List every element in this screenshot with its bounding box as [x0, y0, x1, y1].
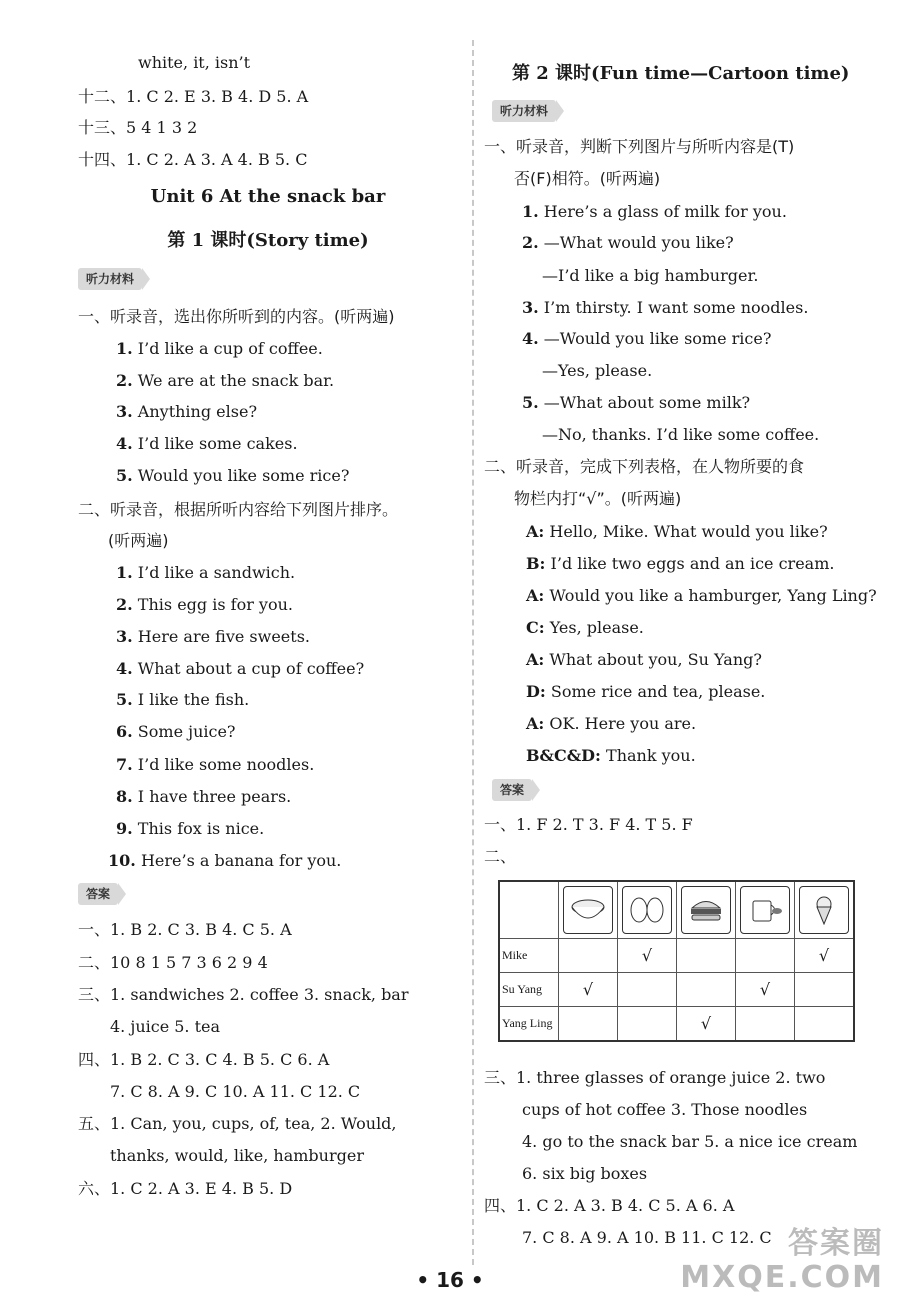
list-item: 8. I have three pears.	[116, 787, 292, 806]
hamburger-icon	[681, 886, 731, 934]
answer-line: 7. C 8. A 9. A 10. B 11. C 12. C	[522, 1228, 772, 1247]
answer-line: 四、1. B 2. C 3. C 4. B 5. C 6. A	[78, 1050, 330, 1069]
listening-tag: 听力材料	[492, 100, 556, 122]
section-title: 二、听录音，根据所听内容给下列图片排序。	[78, 500, 399, 519]
list-item: 5. —What about some milk?	[522, 393, 751, 412]
unit-title: Unit 6 At the snack bar	[150, 186, 386, 207]
section-title-cont: (听两遍)	[108, 531, 169, 550]
dialogue-line: B: I’d like two eggs and an ice cream.	[526, 554, 835, 573]
list-item: 1. I’d like a cup of coffee.	[116, 339, 323, 358]
lesson-title: 第 2 课时(Fun time—Cartoon time)	[512, 63, 850, 84]
list-item: 2. —What would you like?	[522, 233, 734, 252]
answer-tag: 答案	[78, 883, 118, 905]
answer-line: 十三、5 4 1 3 2	[78, 118, 198, 137]
list-item: 4. —Would you like some rice?	[522, 329, 772, 348]
dialogue-line: A: What about you, Su Yang?	[526, 650, 762, 669]
list-item: 10. Here’s a banana for you.	[108, 851, 342, 870]
section-title: 一、听录音，判断下列图片与所听内容是(T)	[484, 137, 795, 156]
list-item: 3. Here are five sweets.	[116, 627, 310, 646]
answer-line: 十二、1. C 2. E 3. B 4. D 5. A	[78, 87, 309, 106]
list-item: 4. I’d like some cakes.	[116, 434, 298, 453]
answer-line: 三、1. three glasses of orange juice 2. two	[484, 1068, 826, 1087]
list-item: 4. What about a cup of coffee?	[116, 659, 365, 678]
answer-line: 7. C 8. A 9. C 10. A 11. C 12. C	[110, 1082, 361, 1101]
ice-cream-icon	[799, 886, 849, 934]
dialogue-line: A: Hello, Mike. What would you like?	[526, 522, 828, 541]
list-item: 9. This fox is nice.	[116, 819, 265, 838]
answer-line: 一、1. B 2. C 3. B 4. C 5. A	[78, 920, 292, 939]
dialogue-line: D: Some rice and tea, please.	[526, 682, 766, 701]
list-item: 6. Some juice?	[116, 722, 236, 741]
list-item: 7. I’d like some noodles.	[116, 755, 315, 774]
answer-line: 6. six big boxes	[522, 1164, 648, 1183]
list-item: 2. This egg is for you.	[116, 595, 293, 614]
column-divider	[472, 40, 474, 1265]
dialogue-line: A: Would you like a hamburger, Yang Ling?	[526, 586, 877, 605]
section-title-cont: 物栏内打“√”。(听两遍)	[514, 489, 682, 508]
list-item: 1. I’d like a sandwich.	[116, 563, 296, 582]
answer-line: cups of hot coffee 3. Those noodles	[522, 1100, 808, 1119]
page-number: • 16 •	[416, 1268, 484, 1292]
lesson-title: 第 1 课时(Story time)	[167, 230, 369, 251]
answer-line: 四、1. C 2. A 3. B 4. C 5. A 6. A	[484, 1196, 735, 1215]
list-item: 5. I like the fish.	[116, 690, 250, 709]
answer-line: 六、1. C 2. A 3. E 4. B 5. D	[78, 1179, 293, 1198]
rice-bowl-icon	[563, 886, 613, 934]
answer-line: 三、1. sandwiches 2. coffee 3. snack, bar	[78, 985, 409, 1004]
answer-line: 一、1. F 2. T 3. F 4. T 5. F	[484, 815, 693, 834]
answer-line: 十四、1. C 2. A 3. A 4. B 5. C	[78, 150, 308, 169]
answer-line: white, it, isn’t	[138, 53, 251, 72]
dialogue-line: B&C&D: Thank you.	[526, 746, 696, 765]
table-row: Mike √ √	[499, 939, 854, 973]
answer-line: 二、10 8 1 5 7 3 6 2 9 4	[78, 953, 268, 972]
list-item: 5. Would you like some rice?	[116, 466, 350, 485]
section-title: 二、听录音，完成下列表格，在人物所要的食	[484, 457, 805, 476]
answer-tag: 答案	[492, 779, 532, 801]
eggs-icon	[622, 886, 672, 934]
answer-line: 五、1. Can, you, cups, of, tea, 2. Would,	[78, 1114, 397, 1133]
answer-label: 二、	[484, 847, 517, 866]
dialogue-line: C: Yes, please.	[526, 618, 644, 637]
listening-tag: 听力材料	[78, 268, 142, 290]
list-item: —Yes, please.	[542, 361, 653, 380]
list-item: —I’d like a big hamburger.	[542, 266, 759, 285]
watermark: 答案圈 MXQE.COM	[680, 1226, 884, 1295]
list-item: 2. We are at the snack bar.	[116, 371, 335, 390]
tea-icon	[740, 886, 790, 934]
answer-table	[498, 880, 855, 1042]
answer-line: thanks, would, like, hamburger	[110, 1146, 364, 1165]
section-title-cont: 否(F)相符。(听两遍)	[514, 169, 661, 188]
answer-line: 4. go to the snack bar 5. a nice ice cream	[522, 1132, 858, 1151]
list-item: 3. I’m thirsty. I want some noodles.	[522, 298, 809, 317]
list-item: —No, thanks. I’d like some coffee.	[542, 425, 820, 444]
table-row: Yang Ling √	[499, 1007, 854, 1042]
dialogue-line: A: OK. Here you are.	[526, 714, 697, 733]
answer-line: 4. juice 5. tea	[110, 1017, 221, 1036]
section-title: 一、听录音，选出你所听到的内容。(听两遍)	[78, 307, 395, 326]
table-row: Su Yang √ √	[499, 973, 854, 1007]
list-item: 1. Here’s a glass of milk for you.	[522, 202, 787, 221]
list-item: 3. Anything else?	[116, 402, 258, 421]
